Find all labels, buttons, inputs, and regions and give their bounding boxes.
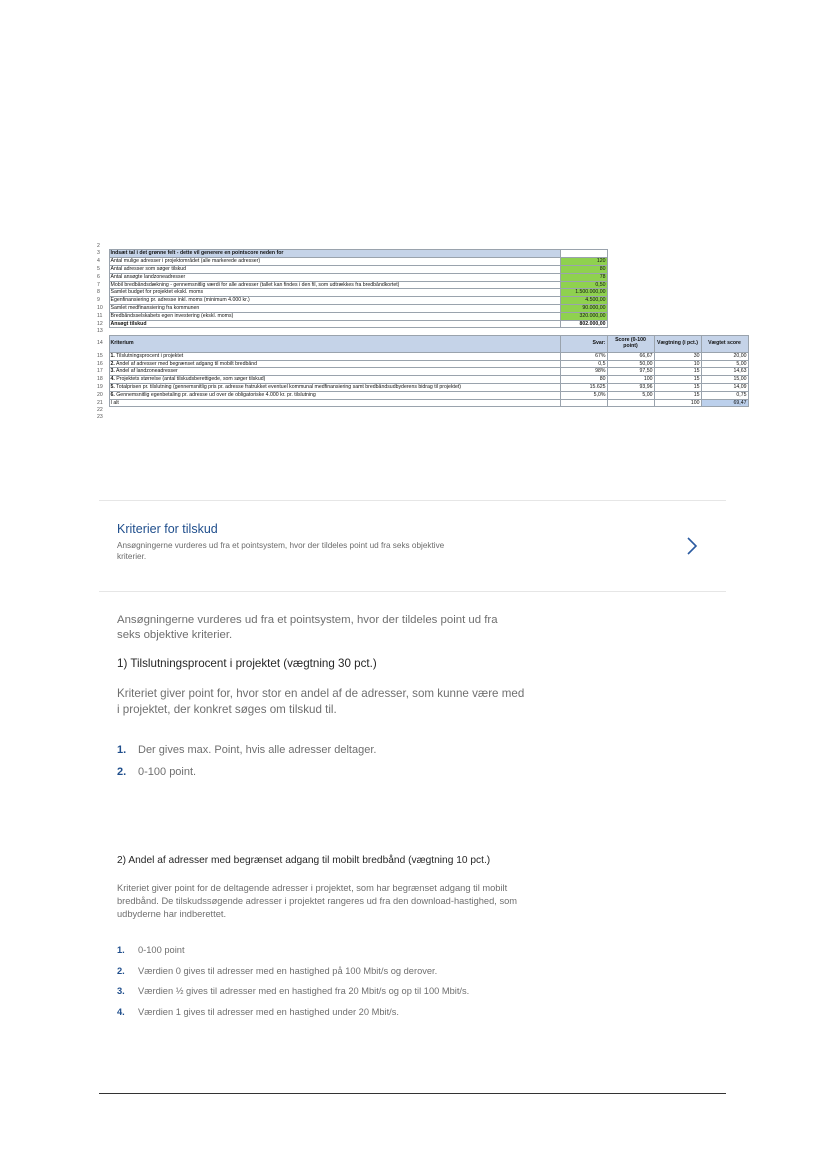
list-text: 0-100 point — [138, 945, 185, 955]
cell-weighted: 5,00 — [701, 360, 748, 368]
total-label: I alt — [109, 399, 560, 407]
spreadsheet — [96, 243, 749, 421]
list-number: 1. — [117, 945, 125, 955]
cell-svar: 67% — [560, 352, 607, 360]
row-number: 15 — [97, 352, 103, 359]
cell-value — [560, 328, 607, 335]
cell-weighted: 20,00 — [701, 352, 748, 360]
row-number: 20 — [97, 391, 103, 398]
cell-label: Antal adresser som søger tilskud — [109, 265, 560, 273]
criteria-table — [96, 335, 749, 421]
cell-score: 100 — [607, 376, 654, 384]
cell-value: 1.500.000,00 — [560, 289, 607, 297]
cell-svar: 5,0% — [560, 391, 607, 399]
cell-label: Samlet medfinansiering fra kommunen — [109, 304, 560, 312]
criteria-number: 5. — [110, 383, 115, 390]
row-number: 12 — [97, 320, 103, 327]
criteria-label — [109, 391, 560, 399]
criteria-number: 2. — [110, 360, 115, 367]
criteria-text: Totalprisen pr. tilslutning (gennemsnitlig pris pr. adresse fratrukket eventuel kommunal medfinansiering samt bredbåndsudbyderens bidrag til projektet) — [114, 383, 462, 390]
row-number: 22 — [97, 406, 103, 413]
cell-score: 5,00 — [607, 391, 654, 399]
cell-value: 90.000,00 — [560, 304, 607, 312]
row-number: 10 — [97, 304, 103, 311]
cell-score: 97,50 — [607, 368, 654, 376]
list-text: Værdien ½ gives til adresser med en hastighed fra 20 Mbit/s og op til 100 Mbit/s. — [138, 986, 470, 996]
cell-value: 4.500,00 — [560, 297, 607, 305]
row-number: 17 — [97, 368, 103, 375]
intro-paragraph: Ansøgningerne vurderes ud fra et pointsystem, hvor der tildeles point ud fra seks objektive kriterier. — [117, 614, 498, 641]
cell-weight: 30 — [654, 352, 701, 360]
cell-label: Egenfinansiering pr. adresse inkl. moms (minimum 4.000 kr.) — [109, 297, 560, 305]
sheet-row — [96, 281, 607, 289]
cell-value: 78 — [560, 273, 607, 281]
cell-svar — [560, 399, 607, 407]
cell-weight: 10 — [654, 360, 701, 368]
row-number: 2 — [97, 243, 100, 250]
total-weighted: 69,47 — [701, 399, 748, 407]
cell-label — [109, 243, 560, 250]
cell-value: 802.000,00 — [560, 320, 607, 328]
input-table — [96, 243, 608, 335]
row-number: 16 — [97, 360, 103, 367]
criteria-header-row — [96, 335, 748, 352]
cell-weighted: 14,09 — [701, 383, 748, 391]
cell-label: Mobil bredbåndsdækning - gennemsnitlig værdi for alle adresser (tallet kan findes i den fil, som udtrækkes fra bredbåndkortet) — [109, 281, 560, 289]
row-number: 21 — [97, 399, 103, 406]
card-title[interactable]: Kriterier for tilskud — [117, 522, 218, 536]
sheet-row — [96, 265, 607, 273]
criteria-row — [96, 391, 748, 399]
header-kriterium: Kriterium — [109, 335, 560, 352]
criteria-number: 4. — [110, 376, 115, 383]
cell-score: 66,67 — [607, 352, 654, 360]
cell-weight: 15 — [654, 368, 701, 376]
sheet-row — [96, 407, 748, 414]
list-number: 3. — [117, 986, 125, 996]
list-text: Der gives max. Point, hvis alle adresser deltager. — [138, 744, 377, 756]
section1-body: Kriteriet giver point for, hvor stor en andel af de adresser, som kunne være med i projektet, der konkret søges om tilskud til. — [117, 687, 525, 716]
list-number: 4. — [117, 1006, 125, 1017]
cell-weighted: 14,63 — [701, 368, 748, 376]
header-vaegtning: Vægtning (i pct.) — [654, 335, 701, 352]
list-number: 2. — [117, 766, 127, 778]
sheet-row — [96, 273, 607, 281]
criteria-row — [96, 376, 748, 384]
cell-value: 320.000,00 — [560, 312, 607, 320]
sheet-row — [96, 414, 748, 421]
row-number: 13 — [97, 327, 103, 334]
cell-svar: 15.625 — [560, 383, 607, 391]
list-number: 2. — [117, 965, 125, 976]
criteria-row — [96, 360, 748, 368]
total-row — [96, 399, 748, 407]
row-number: 7 — [97, 281, 100, 288]
cell-value: 0,50 — [560, 281, 607, 289]
cell-weight: 15 — [654, 376, 701, 384]
criteria-label — [109, 360, 560, 368]
list-item — [117, 940, 469, 961]
list-item — [117, 961, 469, 982]
sheet-row — [96, 243, 607, 250]
criteria-text: Andel af landzoneadresser — [114, 368, 178, 375]
header-vaegtet-score: Vægtet score — [701, 335, 748, 352]
row-number: 9 — [97, 297, 100, 304]
criteria-number: 3. — [110, 368, 115, 375]
cell-weighted: 0,75 — [701, 391, 748, 399]
sheet-row — [96, 250, 607, 258]
row-number: 6 — [97, 273, 100, 280]
cell-value: 120 — [560, 258, 607, 266]
list-item — [117, 1002, 469, 1023]
cell-score: 50,00 — [607, 360, 654, 368]
section2-list — [117, 940, 469, 1022]
cell-label — [109, 328, 560, 335]
section2-heading: 2) Andel af adresser med begrænset adgang til mobilt bredbånd (vægtning 10 pct.) — [117, 855, 491, 866]
total-weight: 100 — [654, 399, 701, 407]
row-number: 23 — [97, 413, 103, 420]
criteria-text: Andel af adresser med begrænset adgang til mobilt bredbånd — [114, 360, 257, 367]
criteria-row — [96, 352, 748, 360]
list-text: Værdien 0 gives til adresser med en hastighed på 100 Mbit/s og derover. — [138, 965, 438, 976]
criteria-label — [109, 352, 560, 360]
sheet-row — [96, 320, 607, 328]
row-number: 19 — [97, 383, 103, 390]
sheet-row — [96, 289, 607, 297]
cell-label: Bredbåndsselskabets egen investering (ekskl. moms) — [109, 312, 560, 320]
card-bottom-divider — [99, 591, 726, 592]
cell-value — [560, 250, 607, 258]
row-number: 8 — [97, 289, 100, 296]
sheet-row — [96, 297, 607, 305]
list-text: Værdien 1 gives til adresser med en hastighed under 20 Mbit/s. — [138, 1006, 399, 1017]
cell-weighted: 15,00 — [701, 376, 748, 384]
card-top-divider — [99, 500, 726, 501]
criteria-number: 1. — [110, 352, 115, 359]
list-item — [117, 739, 376, 761]
sheet-row — [96, 328, 607, 335]
row-number: 11 — [97, 312, 103, 319]
row-number: 18 — [97, 376, 103, 383]
cell-label: Antal mulige adresser i projektområdet (alle markerede adresser) — [109, 258, 560, 266]
cell-label: Samlet budget for projektet ekskl. moms — [109, 289, 560, 297]
section1-list — [117, 739, 376, 783]
criteria-text: Projektets størrelse (antal tilskudsberettigede, som søger tilskud) — [114, 376, 266, 383]
cell-label: Ansøgt tilskud — [109, 320, 560, 328]
cell-score: 93,96 — [607, 383, 654, 391]
cell-value: 80 — [560, 265, 607, 273]
list-item — [117, 981, 469, 1002]
section2-body: Kriteriet giver point for de deltagende adresser i projektet, som har begrænset adgang til mobilt bredbånd. De tilskudssøgende adresser i projektet rangeres ud fra den download-hastighed, som udbyderne har indberettet. — [117, 883, 518, 920]
cell-svar: 0,5 — [560, 360, 607, 368]
section1-heading: 1) Tilslutningsprocent i projektet (vægtning 30 pct.) — [117, 657, 377, 670]
cell-svar: 98% — [560, 368, 607, 376]
criteria-row — [96, 383, 748, 391]
row-number: 14 — [97, 340, 103, 347]
chevron-right-icon[interactable] — [684, 536, 700, 556]
criteria-number: 6. — [110, 391, 115, 398]
footer-divider — [99, 1093, 726, 1094]
list-text: 0-100 point. — [138, 766, 197, 778]
sheet-row — [96, 304, 607, 312]
cell-weight: 15 — [654, 391, 701, 399]
header-score: Score (0-100 point) — [607, 335, 654, 352]
row-number: 3 — [97, 250, 100, 257]
cell-score — [607, 399, 654, 407]
cell-svar: 80 — [560, 376, 607, 384]
row-number: 4 — [97, 258, 100, 265]
cell-weight: 15 — [654, 383, 701, 391]
criteria-label — [109, 376, 560, 384]
cell-label: Indsæt tal i det grønne felt - dette vil generere en pointscore neden for — [109, 250, 560, 258]
card-description: Ansøgningerne vurderes ud fra et pointsystem, hvor der tildeles point ud fra seks objektive kriterier. — [117, 541, 445, 561]
cell-label: Antal ansøgte landzoneadresser — [109, 273, 560, 281]
criteria-text: Tilslutningsprocent i projektet — [114, 352, 184, 359]
criteria-row — [96, 368, 748, 376]
criteria-label — [109, 383, 560, 391]
list-item — [117, 761, 376, 783]
list-number: 1. — [117, 744, 127, 756]
cell-value — [560, 243, 607, 250]
header-svar: Svar: — [560, 335, 607, 352]
criteria-label — [109, 368, 560, 376]
sheet-row — [96, 258, 607, 266]
row-number: 5 — [97, 265, 100, 272]
sheet-row — [96, 312, 607, 320]
criteria-text: Gennemsnitlig egenbetaling pr. adresse ud over de obligatoriske 4.000 kr. pr. tilslutning — [114, 391, 316, 398]
